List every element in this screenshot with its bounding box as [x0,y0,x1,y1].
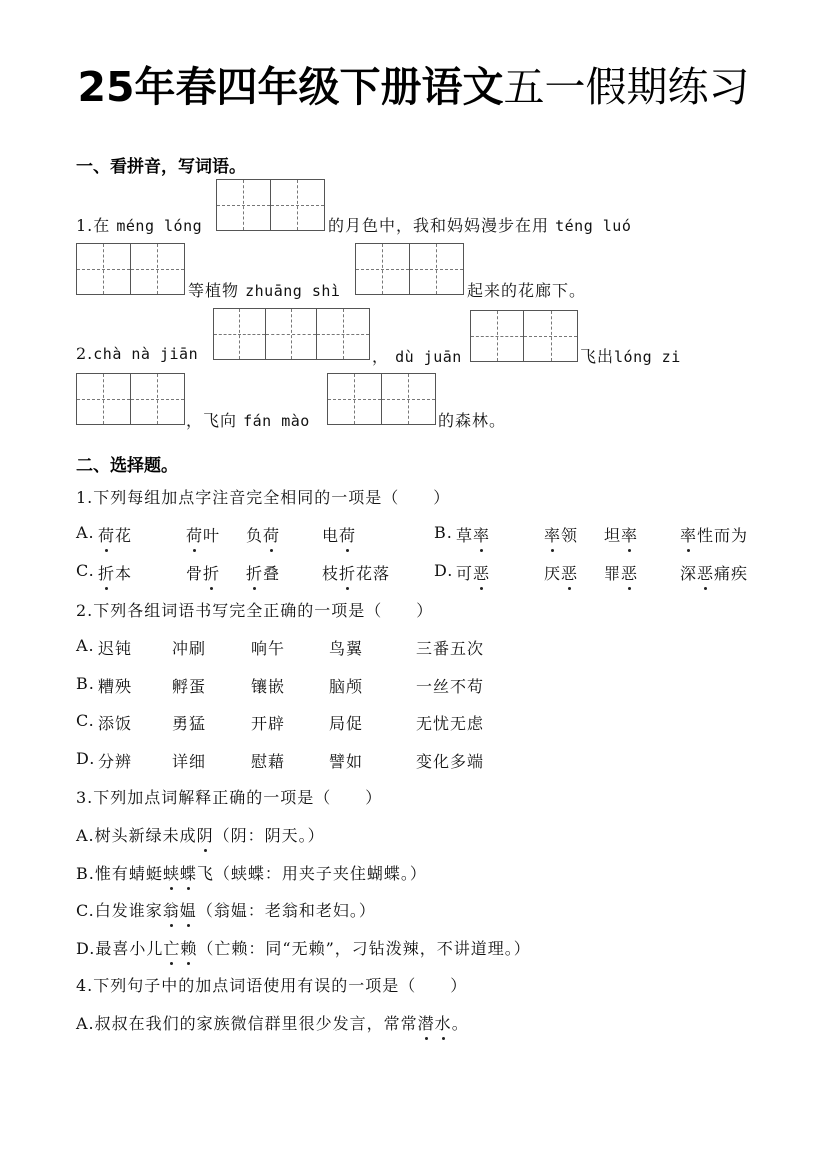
word-text: 痛疾 [714,564,749,583]
option-word: 鸟翼 [329,639,364,658]
option-word [246,561,280,584]
answer-box-fanmao[interactable] [327,373,436,425]
mc-q1-option-d[interactable] [434,561,764,585]
word-text: 厌 [544,564,562,583]
dotted-char: 率 [544,523,561,546]
pinyin-q1-line1-cont [328,213,631,236]
dotted-char: 荷 [339,523,356,546]
option-word [246,523,280,546]
option-word: 变化多端 [416,751,485,771]
option-word: 分辨 [98,751,133,771]
text-fragment: ，飞向 [186,411,238,430]
pinyin-menglong: méng lóng [116,217,203,235]
answer-box-chanajian[interactable] [213,308,370,360]
answer-box-tengluo[interactable] [76,243,185,295]
title-sub: 五一假期练习 [503,63,750,111]
pinyin-longzi: lóng zi [614,348,681,366]
option-word: 开辟 [251,714,286,733]
pinyin-q2-line2-end: 的森林。 [438,411,507,430]
option-label: B. [76,863,95,883]
option-text: 最喜小儿 [95,938,164,958]
pinyin-q2-line1-cont [372,344,462,367]
option-text: 惟有蜻蜓 [94,863,163,883]
question-number: 2. [76,344,94,363]
dotted-char: 率 [680,523,697,546]
option-word [98,523,132,546]
option-word: 譬如 [329,751,364,771]
option-word: 添饭 [98,714,133,733]
dotted-char: 荷 [263,523,280,546]
dotted-char: 翁 [163,898,180,921]
dotted-char: 恶 [697,561,714,584]
option-label: C. [76,561,95,580]
dotted-char: 率 [621,523,638,546]
mc-q1-option-c[interactable] [76,561,406,585]
option-text: 。 [451,1014,469,1033]
word-text: 叶 [203,526,221,545]
option-word: 冲刷 [172,639,207,658]
dotted-char: 阴 [197,823,214,846]
option-word: 响午 [251,639,286,658]
mc-q1-stem: 1.下列每组加点字注音完全相同的一项是（ ） [76,488,451,507]
dotted-char: 恶 [473,561,490,584]
option-word: 糟殃 [98,676,133,696]
pinyin-q1-line2-end: 起来的花廊下。 [467,281,587,300]
option-label: B. [434,523,453,542]
word-text: 罪 [604,564,622,583]
word-text: 电 [322,526,340,545]
pinyin-dujuan: dù juān [395,348,462,366]
option-word [456,561,490,584]
dotted-char: 荷 [98,523,115,546]
option-text: 叔叔在我们的家族微信群里很少发言，常常 [94,1014,418,1033]
answer-box-menglong[interactable] [216,179,325,231]
pinyin-q2-line2 [186,408,310,431]
option-word: 一丝不苟 [416,676,485,696]
option-label: D. [76,938,96,958]
option-label: C. [76,711,95,730]
option-label: B. [76,673,95,693]
option-word: 三番五次 [416,639,485,658]
word-text: 负 [246,526,264,545]
option-text: （阴：阴天。） [213,826,325,845]
mc-q1-option-a[interactable] [76,523,406,547]
pinyin-q2-line1 [76,344,198,363]
option-label: A. [76,523,95,542]
word-text: 性而为 [697,526,749,545]
option-word: 详细 [172,751,207,771]
pinyin-q1-line2 [188,278,340,301]
answer-box-zhuangshi[interactable] [355,243,464,295]
mc-q2-option-a[interactable] [76,636,516,660]
option-word [604,561,638,584]
dotted-char: 率 [473,523,490,546]
mc-q3-option-a[interactable] [76,823,325,846]
dotted-char: 荷 [186,523,203,546]
pinyin-q2-line1-end [580,344,681,367]
dotted-char: 恶 [621,561,638,584]
option-label: A. [76,826,95,845]
section-heading-pinyin: 一、看拼音，写词语。 [76,157,246,177]
option-word [186,523,220,546]
mc-q2-stem: 2.下列各组词语书写完全正确的一项是（ ） [76,601,434,620]
option-word [680,523,748,546]
word-text: 深 [680,564,698,583]
mc-q2-option-c[interactable] [76,711,516,735]
option-word [544,523,578,546]
dotted-char: 媪 [180,898,197,921]
option-word: 孵蛋 [172,676,207,696]
mc-q2-option-b[interactable] [76,674,516,698]
dotted-char: 折 [339,561,356,584]
text-fragment: 飞出 [580,347,615,366]
question-number: 1. [76,216,94,235]
mc-q1-option-b[interactable] [434,523,764,547]
option-text: 白发谁家 [94,901,163,920]
option-text: 树头新绿未成 [94,826,197,845]
option-word [544,561,578,584]
option-label: D. [76,748,96,768]
mc-q2-option-d[interactable] [76,749,516,773]
pinyin-chanajian: chà nà jiān [93,345,199,363]
dotted-char: 蝶 [180,861,197,884]
option-word: 勇猛 [172,714,207,733]
dotted-char: 赖 [180,936,197,959]
word-text: 本 [115,564,133,583]
dotted-char: 折 [203,561,220,584]
dotted-char: 蛱 [163,861,180,884]
mc-q4-stem: 4.下列句子中的加点词语使用有误的一项是（ ） [76,976,468,995]
word-text: 枝 [322,564,340,583]
dotted-char: 亡 [163,936,180,959]
word-text: 领 [561,526,579,545]
word-text: 草 [456,526,474,545]
option-word: 镶嵌 [251,676,286,696]
pinyin-fanmao: fán mào [243,412,310,430]
option-word [680,561,748,584]
word-text: 可 [456,564,474,583]
option-word: 脑颅 [329,676,364,696]
option-word: 局促 [329,714,364,733]
option-word [186,561,220,584]
option-label: D. [434,561,454,580]
option-word: 迟钝 [98,639,133,658]
word-text: 叠 [263,564,281,583]
word-text: 骨 [186,564,204,583]
title-main: 25年春四年级下册语文 [77,63,504,111]
option-word [322,523,356,546]
option-word: 慰藉 [251,751,286,771]
mc-q4-option-a[interactable] [76,1011,469,1034]
mc-q3-option-b[interactable] [76,861,427,884]
word-text: 花 [115,526,133,545]
option-word [98,561,132,584]
text-fragment: 在 [93,216,111,235]
section-heading-choice: 二、选择题。 [76,456,178,476]
mc-q3-option-c[interactable] [76,898,376,921]
option-word [456,523,490,546]
mc-q3-stem: 3.下列加点词解释正确的一项是（ ） [76,788,383,807]
option-label: C. [76,901,95,920]
option-text: （亡赖：同“无赖”，刁钻泼辣，不讲道理。） [197,938,531,958]
dotted-char: 水 [435,1011,452,1034]
mc-q3-option-d[interactable] [76,936,531,959]
option-word [322,561,390,584]
page-title [0,54,827,113]
word-text: 花落 [356,564,391,583]
dotted-char: 折 [246,561,263,584]
option-word [604,523,638,546]
option-text: 飞（蛱蝶：用夹子夹住蝴蝶。） [196,863,427,883]
option-label: A. [76,636,95,655]
text-fragment: 等植物 [188,281,240,300]
answer-box-dujuan[interactable] [470,310,578,362]
dotted-char: 折 [98,561,115,584]
word-text: 坦 [604,526,622,545]
option-label: A. [76,1014,95,1033]
pinyin-tengluo: téng luó [555,217,632,235]
text-fragment: ， [372,347,390,366]
pinyin-q1-line1 [76,213,202,236]
option-text: （翁媪：老翁和老妇。） [196,901,376,920]
option-word: 无忧无虑 [416,714,485,733]
dotted-char: 潜 [418,1011,435,1034]
dotted-char: 恶 [561,561,578,584]
pinyin-zhuangshi: zhuāng shì [245,282,341,300]
text-fragment: 的月色中，我和妈妈漫步在用 [328,216,550,235]
answer-box-longzi[interactable] [76,373,185,425]
